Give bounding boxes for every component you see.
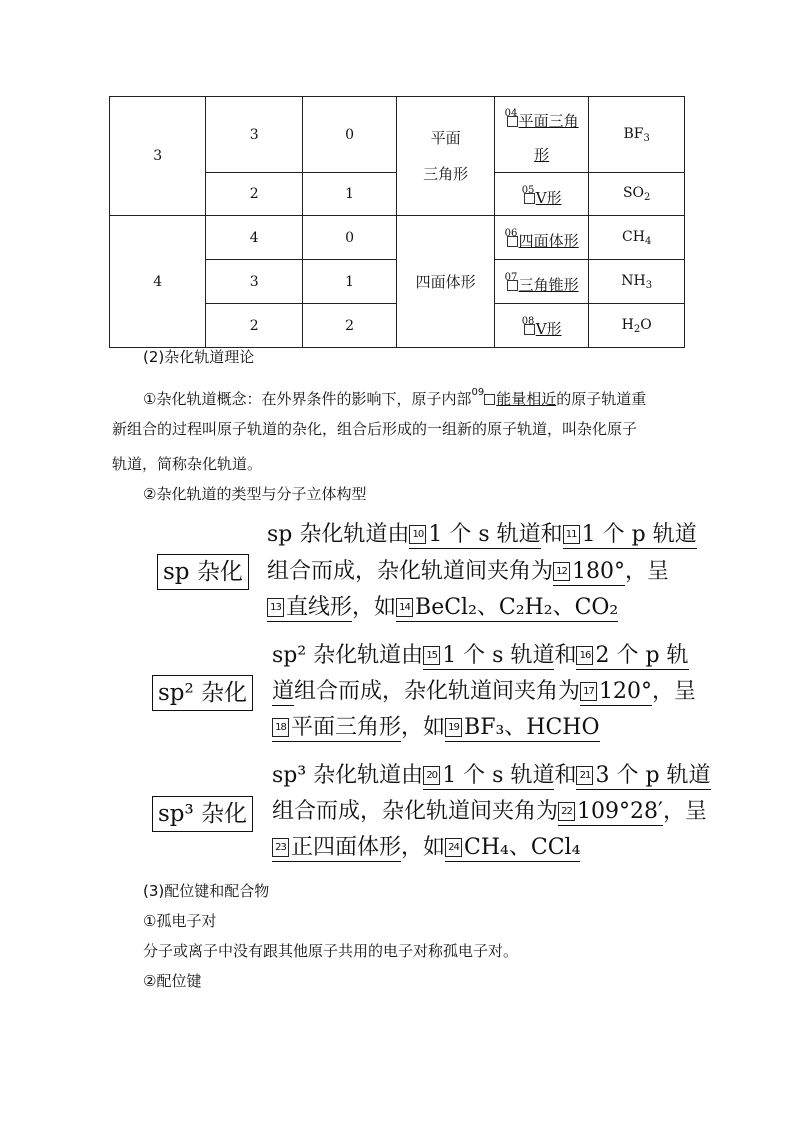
answer-box-icon [484,394,495,405]
answer-text: 120° [599,679,653,704]
example-subscript: 2 [633,323,641,335]
answer-blank [409,522,540,549]
line-text: 和 [554,763,577,788]
answer-box-icon [507,236,518,247]
answer-blank [423,643,554,670]
lone-cell: 1 [302,260,396,304]
line-text: 组合而成，杂化轨道间夹角为 [267,559,554,584]
answer-text: 三角锥形 [518,276,579,294]
example-cell [589,97,685,173]
paragraph: ①孤电子对 [143,912,217,930]
answer-blank [272,835,401,862]
answer-number: 09 [471,387,485,398]
answer-number: 04 [504,108,518,119]
example-formula: CH [622,228,645,245]
example-subscript: 4 [644,235,652,247]
bond-cell: 2 [206,304,302,348]
geometry-line: 平面 [430,129,461,147]
section-heading: (2)杂化轨道理论 [143,348,255,366]
answer-text: 1 个 p 轨道 [581,522,697,547]
group-cell: 3 [110,97,206,216]
answer-blank [272,715,401,742]
answer-text: 四面体形 [518,232,579,250]
table-row [110,216,685,260]
paragraph: 轨道，简称杂化轨道。 [112,455,263,473]
answer-blank [553,559,625,586]
answer-number: 18 [272,718,289,737]
line-text: sp³ 杂化轨道由 [272,763,424,788]
example-cell [589,173,685,216]
answer-number: 23 [272,838,289,857]
paragraph: ②配位键 [143,972,202,990]
lone-cell: 2 [302,304,396,348]
lone-cell: 0 [302,97,396,173]
sp3-line-1 [272,756,711,796]
answer-text: 1 个 s 轨道 [442,643,555,668]
answer-text: 109°28′ [577,799,663,824]
line-text: 和 [540,522,563,547]
answer-number: 08 [521,316,535,327]
answer-text: BeCl₂、C₂H₂、CO₂ [415,595,619,620]
lone-cell: 1 [302,173,396,216]
line-text: ，呈 [625,559,670,584]
sp2-hybrid-label: sp² 杂化 [152,675,253,711]
line-text: 组合而成，杂化轨道间夹角为 [294,679,581,704]
answer-blank [563,522,697,549]
group-cell: 4 [110,216,206,348]
answer-text: 平面三角 [518,112,579,130]
paragraph: 新组合的过程叫原子轨道的杂化，组合后形成的一组新的原子轨道，叫杂化原子 [112,420,638,438]
paragraph-text: 的原子轨道重 [556,390,647,408]
answer-number: 21 [576,766,593,785]
answer-text: 2 个 p 轨 [595,643,689,668]
lone-cell: 0 [302,216,396,260]
answer-blank [423,763,554,790]
answer-number: 06 [504,228,518,239]
example-formula: NH [621,272,646,289]
answer-number: 10 [409,525,426,544]
line-text: ，如 [401,835,446,860]
line-text: ，呈 [663,799,708,824]
bond-cell: 4 [206,216,302,260]
answer-number: 12 [553,562,570,581]
answer-text: 直线形 [286,595,353,620]
sp-line-3 [267,588,618,628]
line-text: ，如 [352,595,397,620]
answer-blank [580,679,652,706]
answer-number: 16 [576,646,593,665]
answer-number: 24 [445,838,462,857]
line-text: sp² 杂化轨道由 [272,643,424,668]
answer-blank [576,643,688,670]
answer-text: V形 [535,320,562,338]
paragraph [143,382,646,410]
sp3-hybrid-label: sp³ 杂化 [152,796,253,832]
example-formula: H [621,316,634,333]
bond-cell: 3 [206,260,302,304]
answer-number: 13 [267,598,284,617]
vsepr-table [109,96,685,348]
answer-blank [445,715,600,742]
answer-text: 形 [534,146,550,164]
example-subscript: 3 [645,279,653,291]
paragraph-text: ①杂化轨道概念：在外界条件的影响下，原子内部 [143,390,472,408]
answer-number: 15 [423,646,440,665]
sp2-line-3 [272,708,600,748]
sp3-line-3 [272,828,580,868]
answer-number: 22 [558,802,575,821]
line-text: 组合而成，杂化轨道间夹角为 [272,799,559,824]
answer-text: V形 [535,188,562,207]
answer-number: 11 [563,525,580,544]
answer-box-icon [524,324,535,335]
answer-box-icon [507,280,518,291]
answer-blank [558,799,663,826]
sp2-line-2 [272,672,696,712]
bond-cell: 2 [206,173,302,216]
example-cell [589,304,685,348]
example-subscript: 3 [643,132,650,144]
answer-number: 05 [521,184,535,196]
answer-number: 20 [423,766,440,785]
example-formula: BF [623,125,644,142]
answer-text: 正四面体形 [291,835,402,860]
geometry-cell [397,97,494,216]
section-heading: (3)配位键和配合物 [143,882,270,900]
example-cell [589,216,685,260]
sp3-line-2 [272,792,707,832]
geometry-line: 三角形 [423,165,469,183]
answer-text: 平面三角形 [291,715,402,740]
answer-text: 1 个 s 轨道 [428,522,541,547]
example-formula: SO [622,185,645,201]
answer-text: 道 [272,679,295,704]
answer-blank [445,835,580,862]
answer-number: 14 [396,598,413,617]
geometry-cell: 四面体形 [397,216,494,348]
answer-box-icon [507,116,518,127]
answer-blank [576,763,710,790]
sp2-line-1 [272,636,689,676]
paragraph: 分子或离子中没有跟其他原子共用的电子对称孤电子对。 [143,942,519,960]
answer-text: 180° [572,559,626,584]
answer-cell [494,97,589,173]
answer-cell [494,173,589,216]
example-cell [589,260,685,304]
answer-cell [494,216,589,260]
answer-cell [494,304,589,348]
answer-text: CH₄、CCl₄ [464,835,581,860]
answer-text: BF₃、HCHO [464,715,600,740]
example-formula-tail: O [640,316,652,333]
answer-number: 19 [445,718,462,737]
answer-blank [396,595,618,622]
sp-line-2 [267,552,669,592]
answer-text: 3 个 p 轨道 [595,763,711,788]
table-row [110,97,685,173]
answer-cell [494,260,589,304]
line-text: ，呈 [652,679,697,704]
answer-text: 能量相近 [496,390,557,408]
line-text: ，如 [401,715,446,740]
bond-cell: 3 [206,97,302,173]
line-text: 和 [554,643,577,668]
sp-line-1 [267,515,697,555]
answer-number: 07 [504,272,518,283]
answer-number: 17 [580,682,597,701]
answer-blank [267,595,352,622]
line-text: sp 杂化轨道由 [267,522,410,547]
example-subscript: 2 [644,192,651,203]
paragraph: ②杂化轨道的类型与分子立体构型 [143,485,367,503]
answer-box-icon [524,193,535,204]
sp-hybrid-label: sp 杂化 [157,554,249,590]
answer-text: 1 个 s 轨道 [442,763,555,788]
